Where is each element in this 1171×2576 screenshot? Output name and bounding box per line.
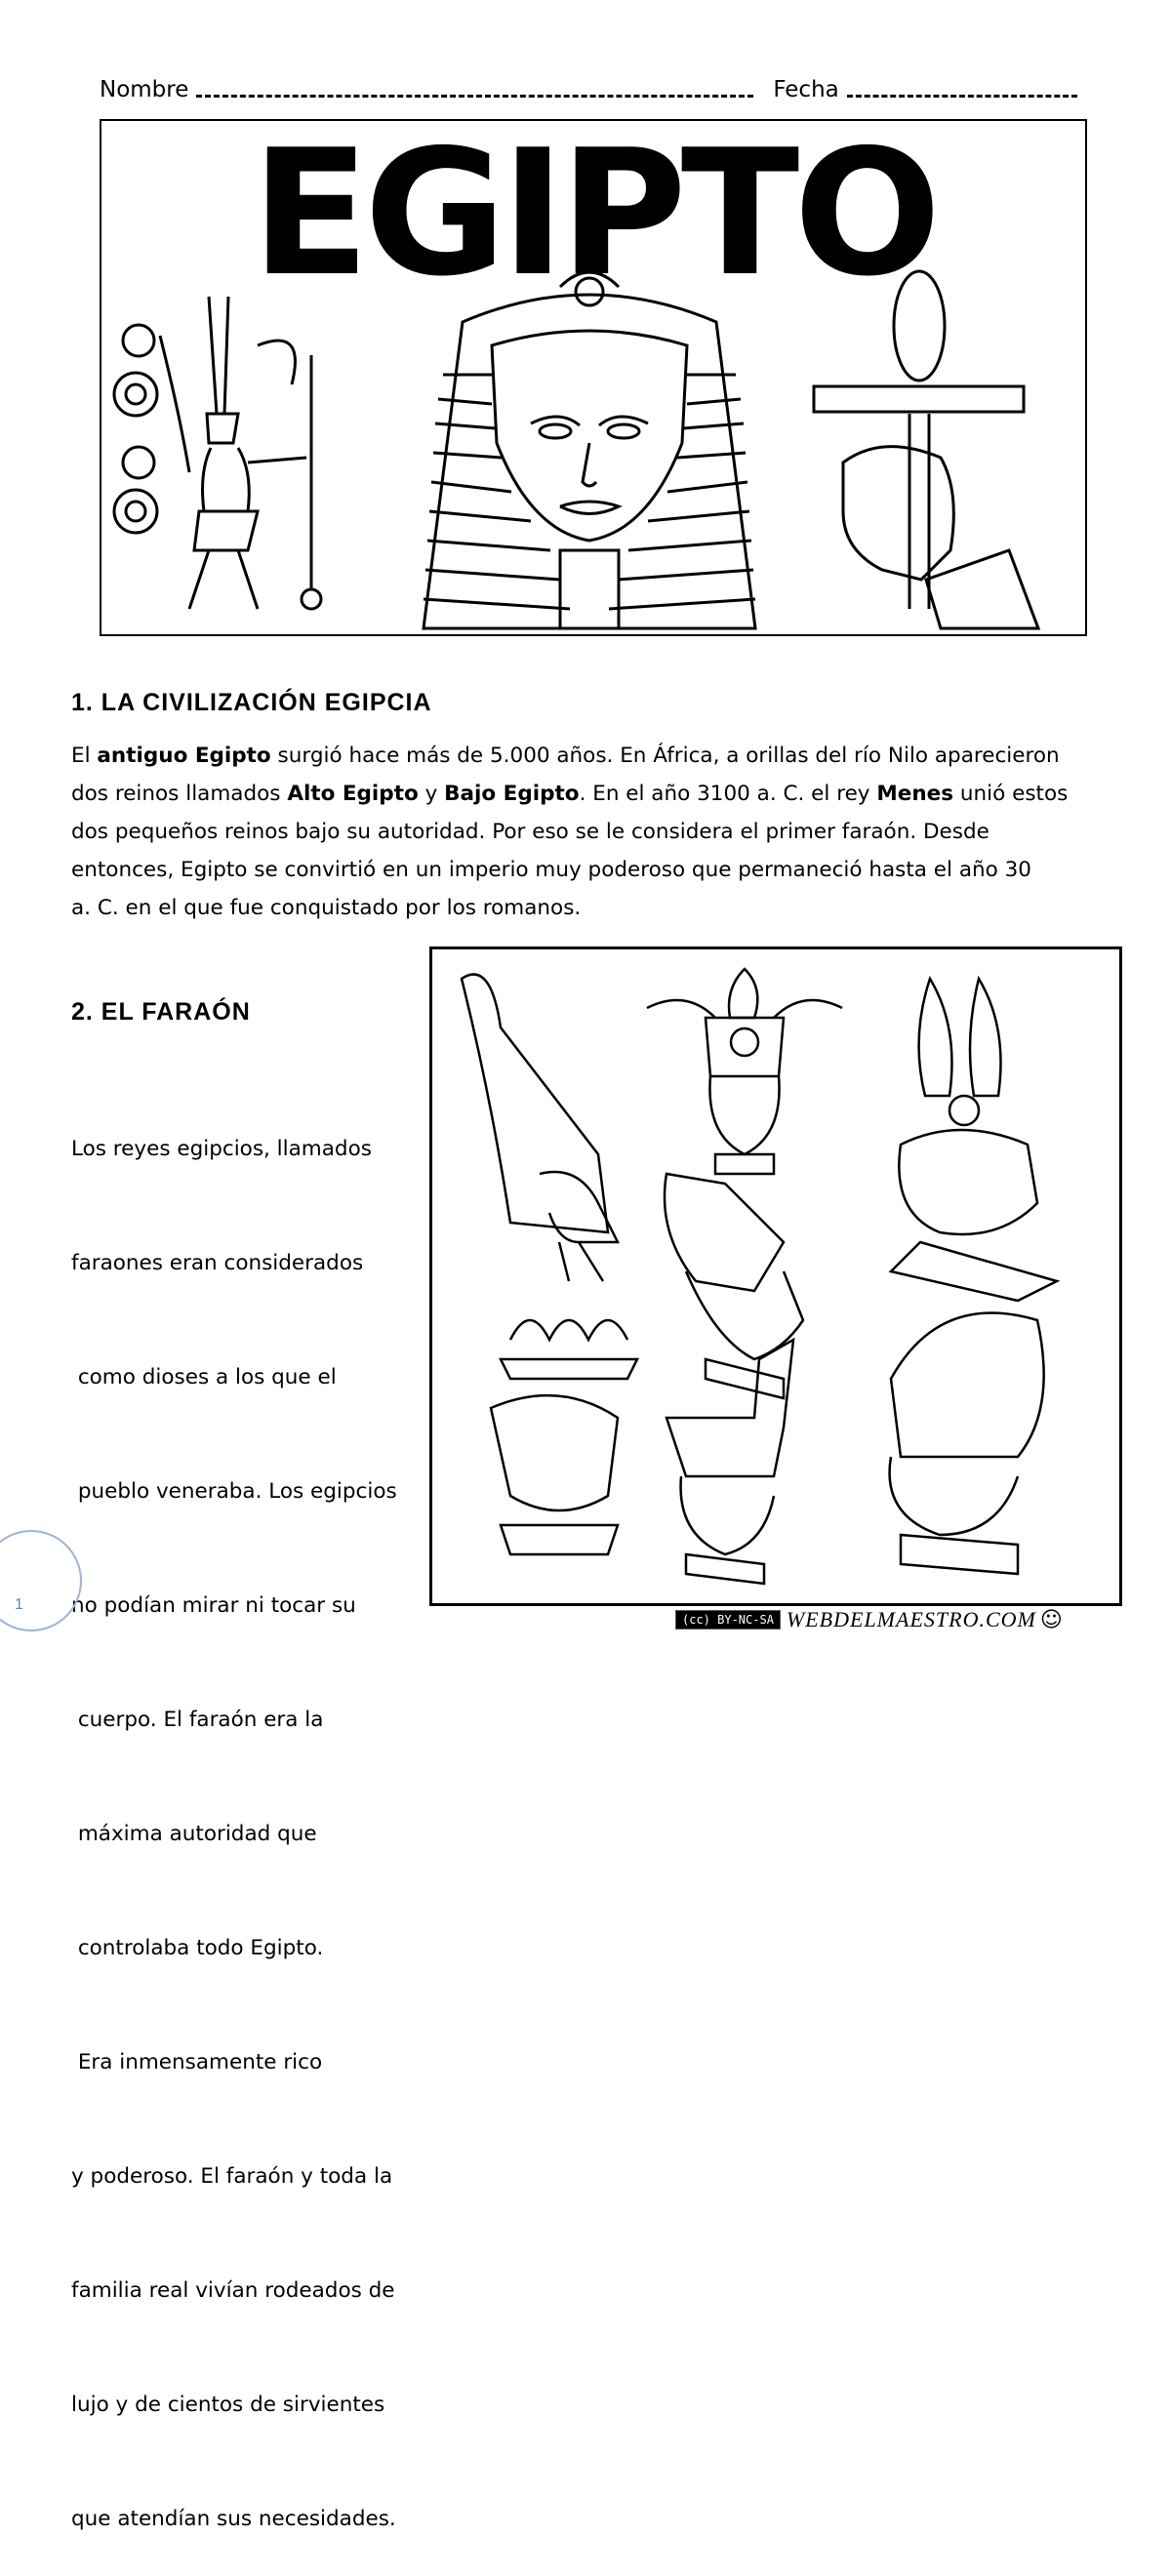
emph: antiguo Egipto — [97, 744, 271, 768]
emph: Menes — [876, 782, 954, 806]
emph: Bajo Egipto — [444, 782, 580, 806]
section2-line: familia real vivían rodeados de — [71, 2278, 395, 2303]
section2-line: lujo y de cientos de sirvientes — [71, 2393, 385, 2417]
graduate-smiley-icon: ☺ — [1039, 1607, 1063, 1632]
section1-line4: entonces, Egipto se convirtió en un imperio muy poderoso que permaneció hasta el año 30 — [71, 858, 1031, 882]
section2-line: y poderoso. El faraón y toda la — [71, 2164, 393, 2189]
banner-title: EGIPTO — [251, 119, 936, 314]
emph: Alto Egipto — [287, 782, 419, 806]
white-crown-head-icon — [462, 975, 618, 1281]
section1-line5: a. C. en el que fue conquistado por los romanos. — [71, 896, 582, 920]
text: y — [418, 782, 445, 806]
section1-paragraph — [71, 737, 1106, 927]
date-label: Fecha — [773, 77, 839, 102]
double-crown-head-icon — [665, 1174, 803, 1398]
pharaoh-mask-icon — [424, 272, 755, 628]
date-field[interactable] — [847, 83, 1077, 98]
atef-crown-head-icon — [647, 969, 842, 1174]
section2-line: Los reyes egipcios, llamados — [71, 1137, 372, 1161]
cc-license-badge: (cc) BY-NC-SA — [675, 1610, 781, 1630]
section1-line2 — [71, 775, 1106, 813]
section2-line: máxima autoridad que — [71, 1822, 317, 1846]
section2-line: faraones eran considerados — [71, 1251, 364, 1275]
blue-crown-head-icon — [890, 1313, 1044, 1575]
egyptian-figure-icon — [114, 297, 321, 609]
section2-line: controlaba todo Egipto. — [71, 1936, 324, 1960]
text: surgió hace más de 5.000 años. En África, a orillas del río Nilo aparecieron — [270, 744, 1060, 768]
lotus-crown-head-icon — [491, 1320, 637, 1554]
page-number: 1 — [15, 1596, 23, 1613]
text: El — [71, 744, 98, 768]
header-fields — [100, 70, 1085, 109]
section1-heading: 1. LA CIVILIZACIÓN EGIPCIA — [71, 689, 432, 716]
crowns-illustration — [432, 949, 1119, 1603]
brand-name: WEBDELMAESTRO.COM — [786, 1607, 1036, 1631]
section1-line1 — [71, 737, 1106, 775]
name-label: Nombre — [100, 77, 189, 102]
section2-paragraph — [71, 1054, 423, 2576]
footer-logo[interactable] — [675, 1607, 1063, 1632]
section2-line: que atendían sus necesidades. — [71, 2507, 396, 2531]
section2-line: pueblo veneraba. Los egipcios — [71, 1479, 397, 1504]
page-corner-circle — [0, 1530, 82, 1631]
egypt-illustration — [101, 121, 1085, 634]
section2-heading: 2. EL FARAÓN — [71, 998, 251, 1026]
ankh-icon — [814, 271, 1038, 628]
section1-line3: dos pequeños reinos bajo su autoridad. Por eso se le considera el primer faraón. Desde — [71, 820, 989, 844]
section2-line: no podían mirar ni tocar su — [71, 1593, 356, 1618]
text: dos reinos llamados — [71, 782, 288, 806]
title-banner — [100, 119, 1087, 636]
text: . En el año 3100 a. C. el rey — [579, 782, 877, 806]
section2-line: Era inmensamente rico — [71, 2050, 323, 2074]
feathered-crown-head-icon — [891, 979, 1057, 1301]
pharaoh-crowns-gallery — [429, 946, 1122, 1606]
name-field[interactable] — [196, 83, 753, 98]
section2-line: como dioses a los que el — [71, 1365, 337, 1389]
text: unió estos — [953, 782, 1069, 806]
section2-line: cuerpo. El faraón era la — [71, 1708, 324, 1732]
